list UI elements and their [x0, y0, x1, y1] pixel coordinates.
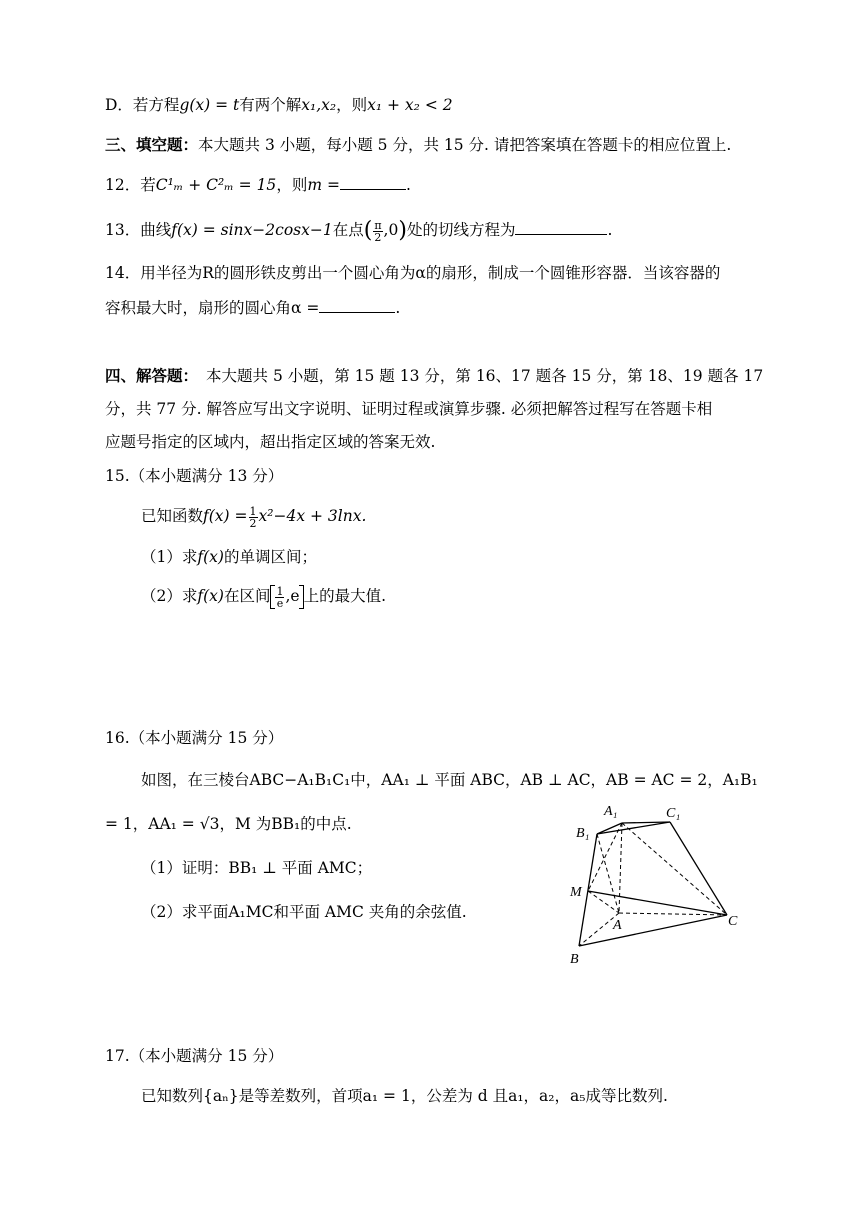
q15-part-1: （1）求f(x)的单调区间； [141, 548, 317, 566]
section-4-line-3: 应题号指定的区域内，超出指定区域的答案无效. [105, 433, 436, 451]
q17-header: 17.（本小题满分 15 分） [105, 1047, 284, 1065]
label-b1: B₁ [576, 826, 590, 841]
section-4-line-1: 四、解答题： 本大题共 5 小题，第 15 题 13 分，第 16、17 题各 15 分，第 18、19 题各 17 [105, 366, 764, 385]
q16-header: 16.（本小题满分 15 分） [105, 729, 284, 747]
question-13: 13．曲线f(x) = sinx−2cosx−1在点( $\frac{\pi}{2}$ ,0)处的切线方程为 . [105, 218, 613, 244]
label-a1: A₁ [604, 804, 618, 819]
label-m: M [570, 885, 582, 900]
q13-answer-blank[interactable] [515, 220, 607, 235]
q14-answer-blank[interactable] [319, 298, 395, 313]
label-c1: C₁ [666, 806, 681, 821]
option-d-equation: g(x) = t [179, 96, 240, 114]
section-3 [105, 134, 731, 156]
q15-interval: $\frac{1}{e}$ ,e [270, 585, 303, 609]
section-3-description: 本大题共 3 小题，每小题 5 分，共 15 分. 请把答案填在答题卡的相应位置上. [198, 136, 732, 154]
question-14-line-1: 14．用半径为R的圆形铁皮剪出一个圆心角为α的扇形，制成一个圆锥形容器．当该容器的 [105, 264, 721, 282]
q17-line-1: 已知数列{aₙ}是等差数列，首项a₁ = 1，公差为 d 且a₁，a₂，a₅成等比数列. [141, 1087, 668, 1105]
q16-part-1: （1）证明：BB₁ ⊥ 平面 AMC； [141, 859, 373, 877]
q16-part-2: （2）求平面A₁MC和平面 AMC 夹角的余弦值. [141, 903, 467, 921]
q13-point-fraction: $\frac{\pi}{2}$ [374, 218, 382, 244]
option-d-inequality: x₁ + x₂ < 2 [367, 96, 453, 114]
q16-line-1: 如图，在三棱台ABC−A₁B₁C₁中，AA₁ ⊥ 平面 ABC，AB ⊥ AC，AB = AC = 2，A₁B₁ [141, 771, 758, 789]
section-4-line-2: 分，共 77 分. 解答应写出文字说明、证明过程或演算步骤. 必须把解答过程写在答题卡相 [105, 400, 713, 418]
section-4-heading: 四、解答题： [105, 366, 199, 385]
question-12: 12．若C¹ₘ + C²ₘ = 15，则m = . [105, 176, 411, 194]
section-3-heading: 三、填空题： [105, 135, 199, 154]
q12-expression: C¹ₘ + C²ₘ = 15 [155, 176, 277, 194]
frustum-figure [560, 795, 750, 975]
question-14-line-2: 容积最大时，扇形的圆心角α = . [105, 299, 401, 317]
q15-header: 15.（本小题满分 13 分） [105, 467, 284, 485]
label-a: A [613, 918, 622, 933]
q15-part-2: （2）求f(x)在区间 $\frac{1}{e}$ ,e 上的最大值. [141, 584, 387, 610]
q15-half-fraction: $\frac{1}{2}$ [249, 504, 257, 530]
q13-function: f(x) = sinx−2cosx−1 [171, 221, 333, 239]
option-d-variables: x₁,x₂ [301, 96, 337, 114]
q16-line-2: = 1，AA₁ = √3，M 为BB₁的中点. [105, 815, 352, 833]
label-c: C [728, 914, 738, 929]
q12-answer-blank[interactable] [340, 175, 406, 190]
option-d: D．若方程g(x) = t有两个解x₁,x₂，则x₁ + x₂ < 2 [105, 96, 453, 114]
q15-given: 已知函数f(x) = $\frac{1}{2}$ x²−4x + 3lnx. [141, 504, 367, 530]
label-b: B [570, 952, 579, 967]
